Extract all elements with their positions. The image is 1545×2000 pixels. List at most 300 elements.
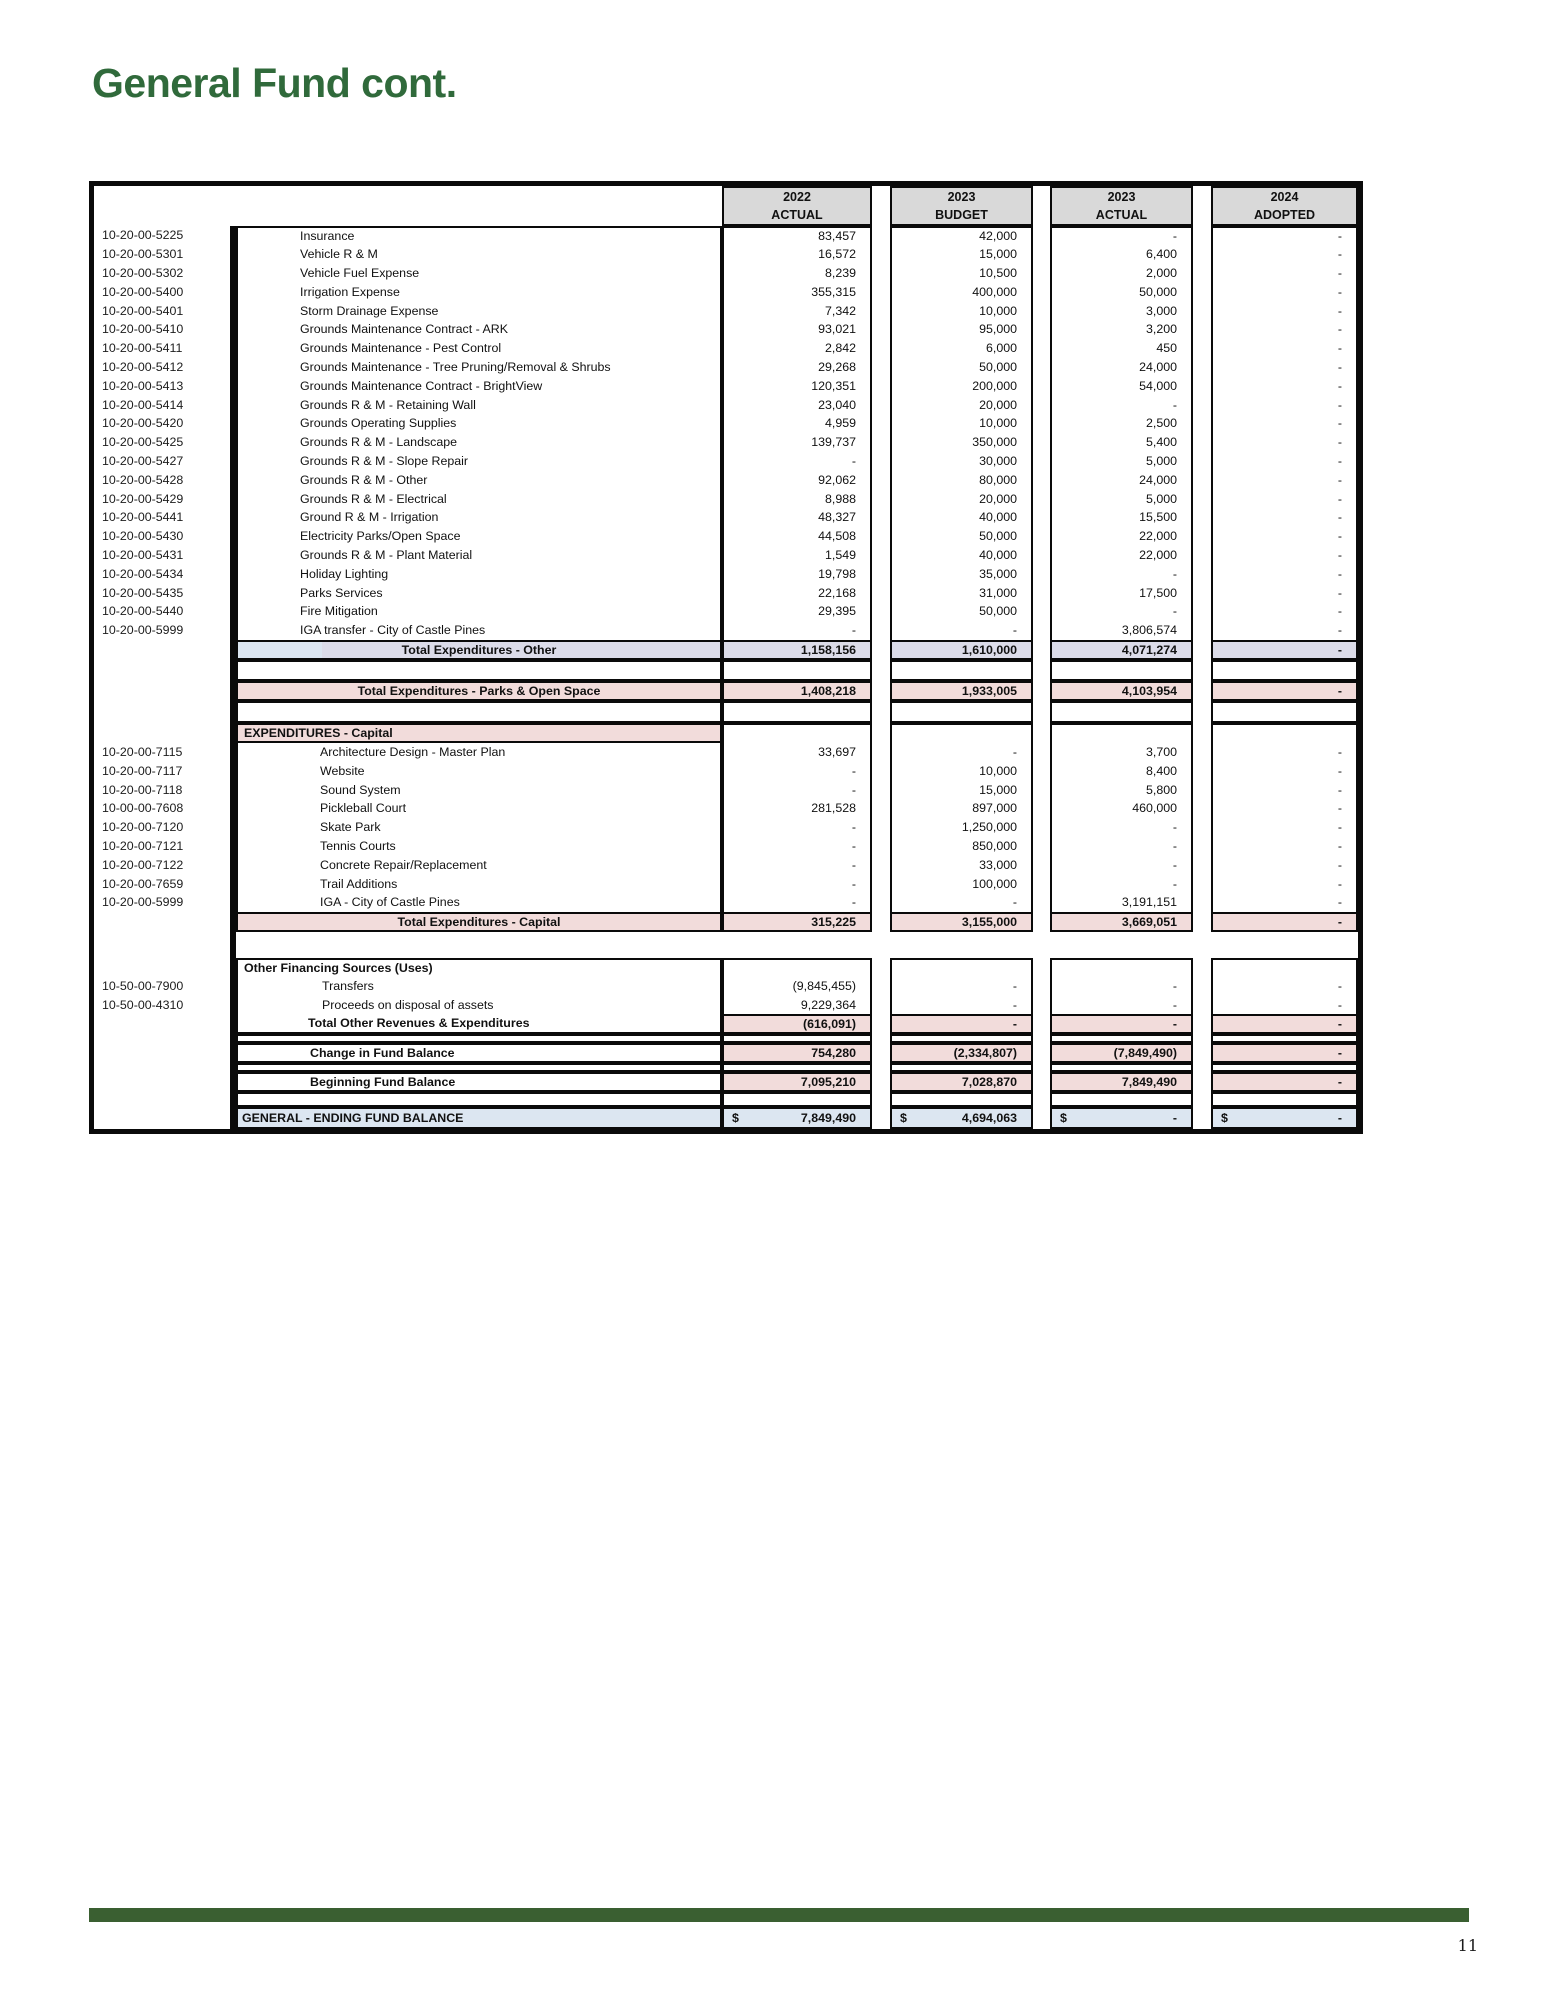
account-code [94, 932, 230, 958]
amount: - [851, 876, 856, 891]
amount: 120,351 [811, 378, 856, 393]
value-2022-actual [722, 282, 872, 301]
value-2023-budget [890, 723, 1033, 743]
amount: - [1172, 838, 1177, 853]
amount: 3,669,051 [1121, 914, 1177, 929]
row-label: Grounds Maintenance Contract - BrightView [236, 376, 722, 395]
value-2022-actual [722, 226, 872, 245]
column-header-year: 2024 [1270, 189, 1299, 204]
value-2023-budget [890, 701, 1033, 723]
column-gap [1193, 1034, 1211, 1043]
account-code: 10-20-00-5401 [102, 303, 184, 318]
value-2024-adopted [1211, 1092, 1358, 1107]
amount: - [1172, 566, 1177, 581]
table-row [94, 1063, 1358, 1072]
column-gap [1033, 1063, 1050, 1072]
value-2024-adopted [1211, 855, 1358, 874]
value-2022-actual [722, 452, 872, 471]
table-row [94, 245, 1358, 264]
page-number: 11 [1457, 1936, 1478, 1955]
column-gap [1193, 818, 1211, 837]
amount: - [1172, 820, 1177, 835]
value-2022-actual [722, 414, 872, 433]
value-2022-actual [722, 602, 872, 621]
amount: - [851, 453, 856, 468]
column-gap [1033, 932, 1050, 958]
account-code [94, 1063, 230, 1072]
column-gap [1193, 508, 1211, 527]
amount: - [1012, 979, 1017, 994]
account-code [94, 681, 230, 701]
amount: - [1337, 838, 1342, 853]
account-code: 10-20-00-7121 [102, 838, 184, 853]
column-gap [1193, 743, 1211, 762]
account-code: 10-20-00-5413 [102, 378, 184, 393]
account-code: 10-20-00-5434 [102, 566, 184, 581]
amount: - [1337, 782, 1342, 797]
column-gap [872, 912, 890, 932]
value-2022-actual [722, 339, 872, 358]
value-2023-actual [1050, 602, 1193, 621]
row-label: Vehicle Fuel Expense [236, 264, 722, 283]
value-2024-adopted [1211, 1063, 1358, 1072]
value-2023-budget [890, 264, 1033, 283]
amount: - [1172, 1017, 1177, 1032]
value-2024-adopted [1211, 376, 1358, 395]
column-gap [1193, 320, 1211, 339]
value-2024-adopted [1211, 602, 1358, 621]
value-2023-budget [890, 799, 1033, 818]
value-2023-actual [1050, 893, 1193, 912]
row-label: Grounds R & M - Plant Material [236, 546, 722, 565]
column-gap [1033, 433, 1050, 452]
value-2023-budget [890, 874, 1033, 893]
table-row [94, 1014, 1358, 1034]
table-row [94, 602, 1358, 621]
row-label: Proceeds on disposal of assets [236, 996, 722, 1015]
amount: 33,697 [818, 744, 856, 759]
value-2024-adopted [1211, 339, 1358, 358]
amount: 20,000 [979, 397, 1017, 412]
column-gap [1033, 958, 1050, 977]
row-label [236, 1034, 722, 1043]
amount: - [1337, 585, 1342, 600]
value-2023-budget [890, 1063, 1033, 1072]
account-code [94, 1014, 230, 1034]
table-row [94, 452, 1358, 471]
value-2022-actual [722, 912, 872, 932]
amount: 30,000 [979, 453, 1017, 468]
value-2023-actual [1050, 583, 1193, 602]
table-row [94, 996, 1358, 1015]
amount: - [1337, 265, 1342, 280]
amount: - [1337, 491, 1342, 506]
amount: 400,000 [972, 284, 1017, 299]
account-code: 10-20-00-5225 [102, 228, 184, 243]
value-2023-actual [1050, 977, 1193, 996]
value-2023-budget [890, 837, 1033, 856]
amount: 1,250,000 [961, 820, 1017, 835]
table-row [94, 226, 1358, 245]
value-2024-adopted [1211, 1043, 1358, 1063]
column-gap [1193, 1107, 1211, 1129]
account-code: 10-20-00-5411 [102, 341, 183, 356]
amount: - [1337, 322, 1342, 337]
column-gap [872, 640, 890, 660]
row-label: Grounds R & M - Electrical [236, 489, 722, 508]
amount: 1,158,156 [800, 642, 856, 657]
column-gap [872, 339, 890, 358]
account-code: 10-20-00-5420 [102, 416, 184, 431]
account-code: 10-20-00-5429 [102, 491, 184, 506]
table-row [94, 508, 1358, 527]
column-gap [1033, 282, 1050, 301]
column-gap [1193, 912, 1211, 932]
amount: 50,000 [979, 529, 1017, 544]
value-2022-actual [722, 1072, 872, 1092]
value-2023-budget [890, 1043, 1033, 1063]
column-gap [872, 414, 890, 433]
amount: - [1337, 472, 1342, 487]
column-gap [1193, 1092, 1211, 1107]
column-gap [1033, 743, 1050, 762]
column-gap [1193, 660, 1211, 681]
amount: 5,000 [1145, 453, 1177, 468]
column-gap [1193, 433, 1211, 452]
amount: - [1012, 895, 1017, 910]
value-2023-budget [890, 958, 1033, 977]
table-row [94, 874, 1358, 893]
value-2023-actual [1050, 1092, 1193, 1107]
column-gap [1033, 339, 1050, 358]
amount: 1,610,000 [961, 642, 1017, 657]
table-row [94, 414, 1358, 433]
column-gap [1193, 245, 1211, 264]
amount: 355,315 [811, 284, 856, 299]
value-2024-adopted [1211, 912, 1358, 932]
amount: - [1337, 642, 1342, 657]
value-2023-budget [890, 640, 1033, 660]
amount: - [1172, 229, 1177, 244]
value-2022-actual [722, 527, 872, 546]
table-row [94, 395, 1358, 414]
column-gap [872, 723, 890, 743]
column-header-year: 2023 [947, 189, 976, 204]
amount: - [1337, 1111, 1342, 1126]
column-gap [872, 996, 890, 1015]
value-2024-adopted [1211, 489, 1358, 508]
amount: 460,000 [1132, 801, 1177, 816]
amount: 3,700 [1145, 744, 1177, 759]
column-gap [1033, 660, 1050, 681]
value-2023-budget [890, 414, 1033, 433]
amount: 3,191,151 [1121, 895, 1177, 910]
amount: 15,500 [1139, 510, 1177, 525]
amount: 44,508 [818, 529, 856, 544]
value-2023-actual [1050, 1063, 1193, 1072]
table-row [94, 546, 1358, 565]
value-2022-actual [722, 1043, 872, 1063]
column-gap [1033, 320, 1050, 339]
value-2024-adopted [1211, 583, 1358, 602]
value-2024-adopted [1211, 1107, 1358, 1129]
column-gap [1193, 546, 1211, 565]
value-2023-budget [890, 433, 1033, 452]
value-2023-actual [1050, 681, 1193, 701]
amount: - [1337, 979, 1342, 994]
amount: 5,400 [1145, 435, 1177, 450]
column-gap [1033, 701, 1050, 723]
column-header-label: BUDGET [935, 208, 988, 222]
column-gap [1033, 761, 1050, 780]
column-gap [1193, 226, 1211, 245]
value-2023-budget [890, 893, 1033, 912]
value-2023-budget [890, 358, 1033, 377]
amount: 8,400 [1145, 763, 1177, 778]
value-2023-actual [1050, 660, 1193, 681]
column-gap [872, 470, 890, 489]
value-2022-actual [722, 395, 872, 414]
table-row [94, 977, 1358, 996]
value-2022-actual [722, 701, 872, 723]
row-label: Pickleball Court [236, 799, 722, 818]
value-2023-budget [890, 660, 1033, 681]
value-2022-actual [722, 958, 872, 977]
account-code [94, 723, 230, 743]
amount: 10,500 [979, 265, 1017, 280]
value-2024-adopted [1211, 874, 1358, 893]
value-2023-actual [1050, 470, 1193, 489]
column-gap [1193, 932, 1211, 958]
value-2024-adopted [1211, 818, 1358, 837]
column-header [890, 186, 1033, 226]
row-label: Grounds R & M - Landscape [236, 433, 722, 452]
value-2023-budget [890, 527, 1033, 546]
amount: 315,225 [811, 914, 856, 929]
column-gap [872, 855, 890, 874]
amount: - [1337, 416, 1342, 431]
amount: 19,798 [818, 566, 856, 581]
column-gap [1033, 996, 1050, 1015]
account-code: 10-20-00-5435 [102, 585, 184, 600]
value-2022-actual [722, 433, 872, 452]
column-gap [872, 452, 890, 471]
value-2023-actual [1050, 433, 1193, 452]
value-2022-actual [722, 1014, 872, 1034]
value-2022-actual [722, 508, 872, 527]
amount: 80,000 [979, 472, 1017, 487]
amount: - [1337, 359, 1342, 374]
column-gap [872, 1072, 890, 1092]
value-2024-adopted [1211, 837, 1358, 856]
value-2024-adopted [1211, 701, 1358, 723]
column-gap [872, 780, 890, 799]
row-label: Grounds R & M - Slope Repair [236, 452, 722, 471]
row-label [236, 1092, 722, 1107]
account-code: 10-20-00-5441 [102, 510, 184, 525]
table-row [94, 489, 1358, 508]
account-code: 10-20-00-5427 [102, 453, 184, 468]
value-2023-actual [1050, 1107, 1193, 1129]
currency-sign: $ [732, 1111, 739, 1126]
amount: 92,062 [818, 472, 856, 487]
column-gap [872, 358, 890, 377]
row-label: Holiday Lighting [236, 564, 722, 583]
column-gap [1193, 893, 1211, 912]
amount: (7,849,490) [1113, 1046, 1177, 1061]
account-code: 10-50-00-7900 [102, 979, 184, 994]
row-label: Trail Additions [236, 874, 722, 893]
amount: 15,000 [979, 247, 1017, 262]
column-gap [872, 226, 890, 245]
value-2022-actual [722, 681, 872, 701]
value-2023-budget [890, 583, 1033, 602]
amount: 2,842 [824, 341, 856, 356]
amount: - [1337, 303, 1342, 318]
table-row [94, 564, 1358, 583]
account-code: 10-20-00-7115 [102, 744, 183, 759]
value-2024-adopted [1211, 564, 1358, 583]
value-2023-actual [1050, 452, 1193, 471]
amount: - [1172, 876, 1177, 891]
value-2022-actual [722, 818, 872, 837]
value-2023-actual [1050, 546, 1193, 565]
amount: 40,000 [979, 547, 1017, 562]
table-row [94, 1034, 1358, 1043]
value-2023-budget [890, 855, 1033, 874]
value-2022-actual [722, 723, 872, 743]
column-gap [1033, 1072, 1050, 1092]
column-gap [872, 1092, 890, 1107]
table-row [94, 893, 1358, 912]
row-label: Storm Drainage Expense [236, 301, 722, 320]
account-code: 10-20-00-5999 [102, 895, 184, 910]
column-gap [1193, 376, 1211, 395]
value-2023-actual [1050, 264, 1193, 283]
value-2023-actual [1050, 282, 1193, 301]
amount: - [1012, 997, 1017, 1012]
amount: - [1012, 623, 1017, 638]
amount: 50,000 [979, 604, 1017, 619]
amount: - [1337, 510, 1342, 525]
value-2023-budget [890, 743, 1033, 762]
amount: - [1337, 820, 1342, 835]
amount: 35,000 [979, 566, 1017, 581]
table-row [94, 660, 1358, 681]
value-2024-adopted [1211, 1014, 1358, 1034]
column-gap [1193, 414, 1211, 433]
account-code [94, 1072, 230, 1092]
table-row [94, 681, 1358, 701]
amount: - [1337, 229, 1342, 244]
value-2022-actual [722, 1034, 872, 1043]
amount: 3,806,574 [1121, 623, 1177, 638]
amount: - [851, 623, 856, 638]
row-label: GENERAL - ENDING FUND BALANCE [236, 1107, 722, 1129]
amount: - [1337, 1075, 1342, 1090]
amount: - [1337, 914, 1342, 929]
row-label: EXPENDITURES - Capital [236, 723, 722, 743]
value-2023-budget [890, 977, 1033, 996]
row-label: Grounds Maintenance - Tree Pruning/Removal & Shrubs [236, 358, 722, 377]
value-2024-adopted [1211, 395, 1358, 414]
value-2023-actual [1050, 996, 1193, 1015]
value-2023-budget [890, 508, 1033, 527]
row-label: Irrigation Expense [236, 282, 722, 301]
amount: 5,800 [1145, 782, 1177, 797]
value-2022-actual [722, 621, 872, 640]
value-2023-budget [890, 301, 1033, 320]
value-2024-adopted [1211, 264, 1358, 283]
column-gap [1033, 527, 1050, 546]
amount: 15,000 [979, 782, 1017, 797]
value-2024-adopted [1211, 452, 1358, 471]
amount: - [1337, 744, 1342, 759]
account-code [94, 1034, 230, 1043]
value-2022-actual [722, 855, 872, 874]
amount: 29,395 [818, 604, 856, 619]
row-label: Vehicle R & M [236, 245, 722, 264]
table-row [94, 640, 1358, 660]
amount: 42,000 [979, 229, 1017, 244]
value-2023-actual [1050, 640, 1193, 660]
account-code: 10-20-00-7117 [102, 763, 183, 778]
value-2024-adopted [1211, 433, 1358, 452]
row-label: Sound System [236, 780, 722, 799]
column-gap [872, 681, 890, 701]
value-2023-actual [1050, 527, 1193, 546]
column-gap [1033, 452, 1050, 471]
column-gap [872, 508, 890, 527]
row-label [236, 932, 722, 958]
amount: 7,028,870 [961, 1075, 1017, 1090]
amount: - [851, 782, 856, 797]
column-gap [1033, 681, 1050, 701]
amount: - [1337, 1046, 1342, 1061]
value-2024-adopted [1211, 414, 1358, 433]
amount: 48,327 [818, 510, 856, 525]
amount: 54,000 [1139, 378, 1177, 393]
column-header-label: ACTUAL [771, 208, 823, 222]
value-2023-actual [1050, 414, 1193, 433]
column-gap [1193, 1063, 1211, 1072]
table-row [94, 1107, 1358, 1129]
value-2024-adopted [1211, 358, 1358, 377]
value-2023-budget [890, 1072, 1033, 1092]
amount: 10,000 [979, 763, 1017, 778]
column-gap [1033, 414, 1050, 433]
amount: - [851, 820, 856, 835]
row-label: IGA transfer - City of Castle Pines [236, 621, 722, 640]
account-code [94, 912, 230, 932]
amount: 6,400 [1145, 247, 1177, 262]
column-gap [1193, 701, 1211, 723]
amount: 1,933,005 [961, 683, 1017, 698]
table-row [94, 958, 1358, 977]
table-header-row [94, 186, 1358, 226]
amount: 350,000 [972, 435, 1017, 450]
row-label: Concrete Repair/Replacement [236, 855, 722, 874]
value-2023-budget [890, 1014, 1033, 1034]
amount: 1,408,218 [800, 683, 856, 698]
amount: - [1172, 997, 1177, 1012]
amount: - [1012, 1017, 1017, 1032]
row-label: Change in Fund Balance [236, 1043, 722, 1063]
value-2022-actual [722, 640, 872, 660]
account-code [94, 640, 230, 660]
amount: 1,549 [824, 547, 856, 562]
column-gap [872, 564, 890, 583]
